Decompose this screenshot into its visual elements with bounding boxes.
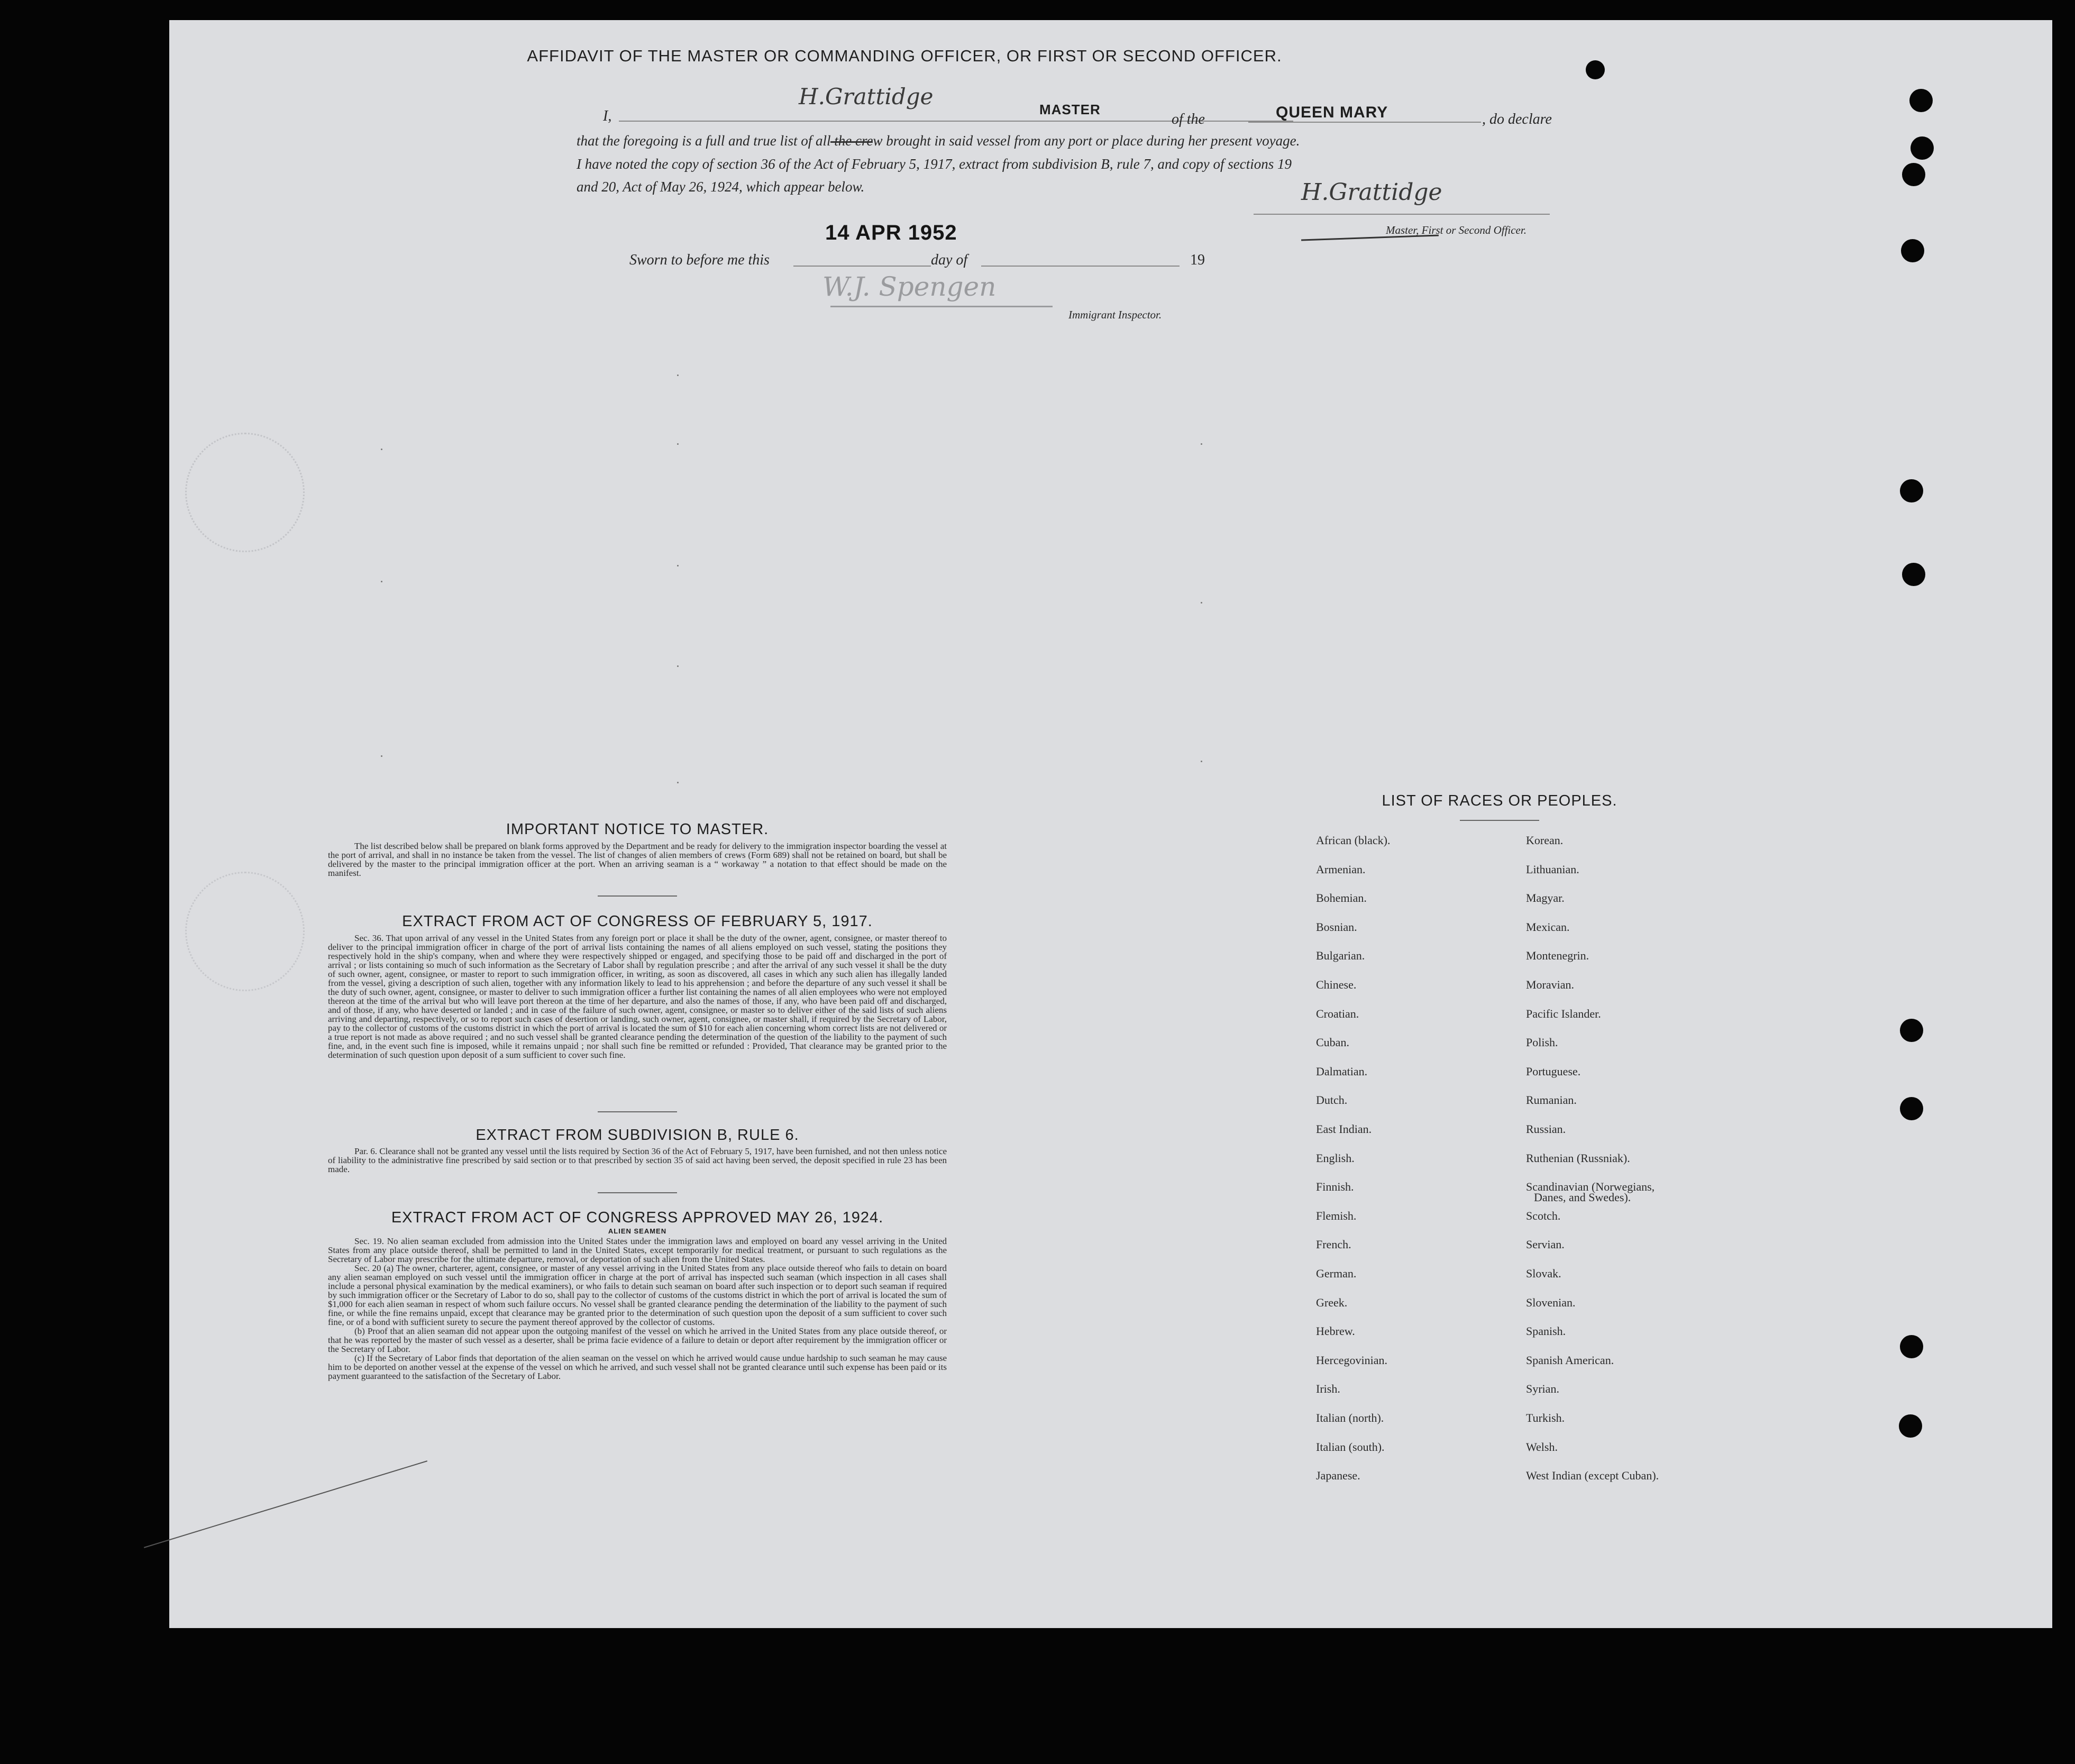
faint-dot: [677, 665, 679, 667]
race-scandinavian-continuation: Danes, and Swedes).: [1534, 1191, 1631, 1204]
race-item: Japanese.: [1316, 1469, 1360, 1483]
race-item: Welsh.: [1526, 1440, 1558, 1454]
race-item: Magyar.: [1526, 891, 1565, 905]
race-item: Armenian.: [1316, 862, 1366, 876]
race-item: African (black).: [1316, 834, 1391, 847]
signature-line: [1254, 214, 1550, 215]
extract-1917-heading: EXTRACT FROM ACT OF CONGRESS OF FEBRUARY 5, 1917.: [402, 913, 873, 930]
race-item: Moravian.: [1526, 978, 1575, 991]
subdivision-heading: EXTRACT FROM SUBDIVISION B, RULE 6.: [476, 1127, 799, 1144]
vessel-blank: [1248, 122, 1481, 123]
vessel-name: QUEEN MARY: [1276, 104, 1388, 121]
faint-dot: [677, 443, 679, 445]
i-label: I,: [603, 108, 612, 124]
ghost-seal-top: [185, 433, 305, 552]
faint-dot: [677, 565, 679, 566]
race-item: French.: [1316, 1238, 1351, 1251]
divider: [598, 895, 677, 897]
race-item: Syrian.: [1526, 1382, 1559, 1396]
punch-hole: [1909, 89, 1933, 112]
race-item: Pacific Islander.: [1526, 1007, 1601, 1020]
inspector-caption: Immigrant Inspector.: [1068, 308, 1162, 321]
race-item: Polish.: [1526, 1036, 1558, 1049]
faint-dot: [381, 755, 382, 757]
affidavit-line-2: that the foregoing is a full and true list of all the crew brought in said vessel from any port or place during her present voyage.: [577, 133, 1300, 149]
rule-6-paragraph: Par. 6. Clearance shall not be granted any vessel until the lists required by Section 36 of the Act of February 5, 1917, have been furnished, and not then unless notice of liability to the administrative fine prescribed by said section or to that prescribed by section 35 of said act having been served, the deposit specified in rule 23 has been made.: [328, 1146, 947, 1174]
received-date-stamp: 14 APR 1952: [825, 221, 957, 244]
race-item: Italian (south).: [1316, 1440, 1385, 1454]
race-item: Turkish.: [1526, 1411, 1565, 1424]
race-item: Servian.: [1526, 1238, 1565, 1251]
ghost-seal-bottom: [185, 872, 305, 991]
punch-hole: [1902, 563, 1925, 586]
race-item: Scandinavian (Norwegians,: [1526, 1180, 1655, 1194]
race-item: Scotch.: [1526, 1209, 1561, 1222]
master-name-handwritten: H.Grattidge: [799, 84, 934, 109]
race-item: German.: [1316, 1267, 1357, 1280]
race-item: Russian.: [1526, 1122, 1566, 1136]
document-sheet: [169, 20, 2052, 1628]
race-item: Bulgarian.: [1316, 949, 1365, 963]
year-prefix: 19: [1190, 252, 1205, 268]
extract-1924-text: [328, 1237, 947, 1381]
punch-hole: [1901, 239, 1924, 262]
race-item: Montenegrin.: [1526, 949, 1589, 963]
punch-hole: [1900, 1019, 1923, 1042]
race-item: Hercegovinian.: [1316, 1353, 1387, 1367]
faint-dot: [677, 782, 679, 783]
race-item: Flemish.: [1316, 1209, 1357, 1222]
race-item: Cuban.: [1316, 1036, 1349, 1049]
race-item: Dalmatian.: [1316, 1064, 1368, 1078]
section-20b-paragraph: (b) Proof that an alien seaman did not appear upon the outgoing manifest of the vessel on which he arrived in the United States from any place outside thereof, or that he was reported by the master of such vessel as a deserter, shall be prima facie evidence of a failure to detain or deport after requirement by the immigration officer or the Secretary of Labor.: [328, 1326, 947, 1354]
strike-true: [830, 141, 873, 143]
races-heading-rule: [1460, 820, 1539, 821]
sworn-day-blank: [793, 266, 931, 267]
race-item: English.: [1316, 1151, 1355, 1165]
punch-hole: [1902, 163, 1925, 186]
race-item: Hebrew.: [1316, 1324, 1355, 1338]
notice-heading: IMPORTANT NOTICE TO MASTER.: [506, 821, 769, 838]
inspector-signature: W.J. Spengen: [822, 271, 997, 302]
faint-dot: [381, 449, 382, 450]
alien-seamen-subheading: ALIEN SEAMEN: [608, 1227, 667, 1235]
faint-dot: [381, 581, 382, 582]
margin-scratch: [144, 1460, 427, 1548]
race-item: Rumanian.: [1526, 1093, 1577, 1107]
day-of-label: day of: [931, 252, 968, 268]
race-item: Slovak.: [1526, 1267, 1561, 1280]
section-20a-paragraph: Sec. 20 (a) The owner, charterer, agent, consignee, or master of any vessel arriving in the United States from any place outside thereof who fails to detain on board any alien seaman employed on such vessel until the immigration officer in charge at the port of arrival has inspected such seaman (which inspection in all cases shall include a personal physical examination by the medical examiners), or who fails to detain such seaman on board after such inspection or to deport such seaman if required by such immigration officer or the Secretary of Labor to do so, shall pay to the collector of customs of the customs district in which the port of arrival is located the sum of $1,000 for each alien seaman in respect of whom such failure occurs. No vessel shall be granted clearance pending the determination of the liability to the payment of such fine, or while the fine remains unpaid, except that clearance may be granted prior to the determination of such question upon the deposit of a sum sufficient to cover such fine, or of a bond with sufficient surety to secure the payment thereof approved by the collector of customs.: [328, 1263, 947, 1327]
race-item: Bosnian.: [1316, 920, 1357, 934]
section-20c-paragraph: (c) If the Secretary of Labor finds that deportation of the alien seaman on the vessel on which he arrived would cause undue hardship to such seaman he may cause him to be deported on another vessel at the expense of the vessel on which he arrived, and such vessel shall not be granted clearance until such expense has been paid or its payment guaranteed to the satisfaction of the Secretary of Labor.: [328, 1353, 947, 1381]
punch-hole: [1911, 136, 1934, 160]
race-item: Italian (north).: [1316, 1411, 1384, 1424]
race-item: Bohemian.: [1316, 891, 1367, 905]
race-item: Greek.: [1316, 1295, 1348, 1309]
affidavit-title: AFFIDAVIT OF THE MASTER OR COMMANDING OFFICER, OR FIRST OR SECOND OFFICER.: [527, 47, 1282, 65]
sworn-label: Sworn to before me this: [629, 252, 770, 268]
section-19-paragraph: Sec. 19. No alien seaman excluded from admission into the United States under the immigration laws and employed on board any vessel arriving in the United States from any place outside thereof, shall be permitted to land in the United States, except temporarily for medical treatment, or pursuant to such regulations as the Secretary of Labor may prescribe for the ultimate departure, removal, or deportation of such alien from the United States.: [328, 1236, 947, 1264]
race-item: Slovenian.: [1526, 1295, 1576, 1309]
affidavit-line-4: and 20, Act of May 26, 1924, which appear below.: [577, 179, 865, 195]
punch-hole: [1586, 60, 1605, 79]
race-item: Spanish American.: [1526, 1353, 1614, 1367]
sworn-month-blank: [981, 266, 1180, 267]
of-the-label: of the: [1172, 111, 1205, 127]
section-36-paragraph: Sec. 36. That upon arrival of any vessel in the United States from any foreign port or place it shall be the duty of the owner, agent, consignee, or master thereof to deliver to the principal immigration officer in charge of the port of arrival lists containing the names of all aliens employed on such vessel, stating the positions they respectively hold in the ship's company, when and where they were respectively shipped or engaged, and specifying those to be paid off and discharged in the port of arrival ; or lists containing so much of such information as the Secretary of Labor shall by regulation prescribe ; and after the arrival of any such vessel it shall be the duty of such owner, agent, consignee, or master to report to such immigration officer, in writing, as soon as discovered, all cases in which any such alien has illegally landed from the vessel, giving a description of such alien, together with any information likely to lead to his apprehension ; and before the departure of any such vessel it shall be the duty of such owner, agent, consignee, or master to deliver to such immigration officer a further list containing the names of all alien employees who were not employed thereon at the time of the arrival but who will leave port thereon at the time of her departure, and also the names of those, if any, who have been paid off and discharged, and of those, if any, who have deserted or landed ; and in case of the failure of such owner, agent, consignee, or master so to deliver either of the said lists of such aliens arriving and departing, respectively, or so to report such cases of desertion or landing, such owner, agent, consignee, or master shall, if required by the Secretary of Labor, pay to the collector of customs of the customs district in which the port of arrival is located the sum of $10 for each alien concerning whom correct lists are not delivered or a true report is not made as above required ; and no such vessel shall be granted clearance pending the determination of the question of the liability to the payment of such fine, and, in the event such fine is imposed, while it remains unpaid ; nor shall such fine be remitted or refunded : Provided, That clearance may be granted prior to the determination of such question upon deposit of a sum sufficient to cover such fine.: [328, 933, 947, 1060]
do-declare-label: , do declare: [1482, 111, 1552, 127]
race-item: Ruthenian (Russniak).: [1526, 1151, 1630, 1165]
signature-caption: Master, First or Second Officer.: [1386, 224, 1526, 236]
rank-value: MASTER: [1039, 102, 1101, 117]
race-item: Croatian.: [1316, 1007, 1359, 1020]
faint-dot: [677, 374, 679, 376]
divider: [598, 1192, 677, 1193]
affidavit-line-3: I have noted the copy of section 36 of the Act of February 5, 1917, extract from subdivision B, rule 7, and copy of sections 19: [577, 156, 1292, 172]
inspector-underline: [830, 306, 1053, 307]
race-item: Korean.: [1526, 834, 1564, 847]
race-item: West Indian (except Cuban).: [1526, 1469, 1659, 1483]
race-item: Portuguese.: [1526, 1064, 1581, 1078]
race-item: East Indian.: [1316, 1122, 1372, 1136]
race-item: Spanish.: [1526, 1324, 1566, 1338]
faint-dot: [1201, 761, 1202, 762]
race-item: Dutch.: [1316, 1093, 1348, 1107]
race-item: Irish.: [1316, 1382, 1340, 1396]
extract-1917-text: [328, 934, 947, 1059]
notice-paragraph: The list described below shall be prepared on blank forms approved by the Department and be ready for delivery to the immigration inspector boarding the vessel at the port of arrival, and shall in no instance be taken from the vessel. The list of changes of alien members of crews (Form 689) shall not be retained on board, but shall be delivered by the master to the principal immigration officer at the port. When an arriving seaman is a “ workaway ” a notation to that effect should be made on the manifest.: [328, 841, 947, 878]
punch-hole: [1900, 1097, 1923, 1120]
divider: [598, 1111, 677, 1112]
extract-1924-heading: EXTRACT FROM ACT OF CONGRESS APPROVED MAY 26, 1924.: [391, 1209, 884, 1226]
faint-dot: [1201, 602, 1202, 604]
race-item: Lithuanian.: [1526, 862, 1579, 876]
punch-hole: [1899, 1414, 1922, 1438]
faint-dot: [1201, 443, 1202, 445]
race-item: Chinese.: [1316, 978, 1357, 991]
master-signature: H.Grattidge: [1301, 179, 1442, 206]
race-item: Mexican.: [1526, 920, 1570, 934]
punch-hole: [1900, 1335, 1923, 1358]
punch-hole: [1900, 479, 1923, 502]
notice-text: [328, 842, 947, 878]
race-item: Finnish.: [1316, 1180, 1354, 1194]
races-heading: LIST OF RACES OR PEOPLES.: [1382, 792, 1617, 809]
subdivision-text: [328, 1147, 947, 1174]
